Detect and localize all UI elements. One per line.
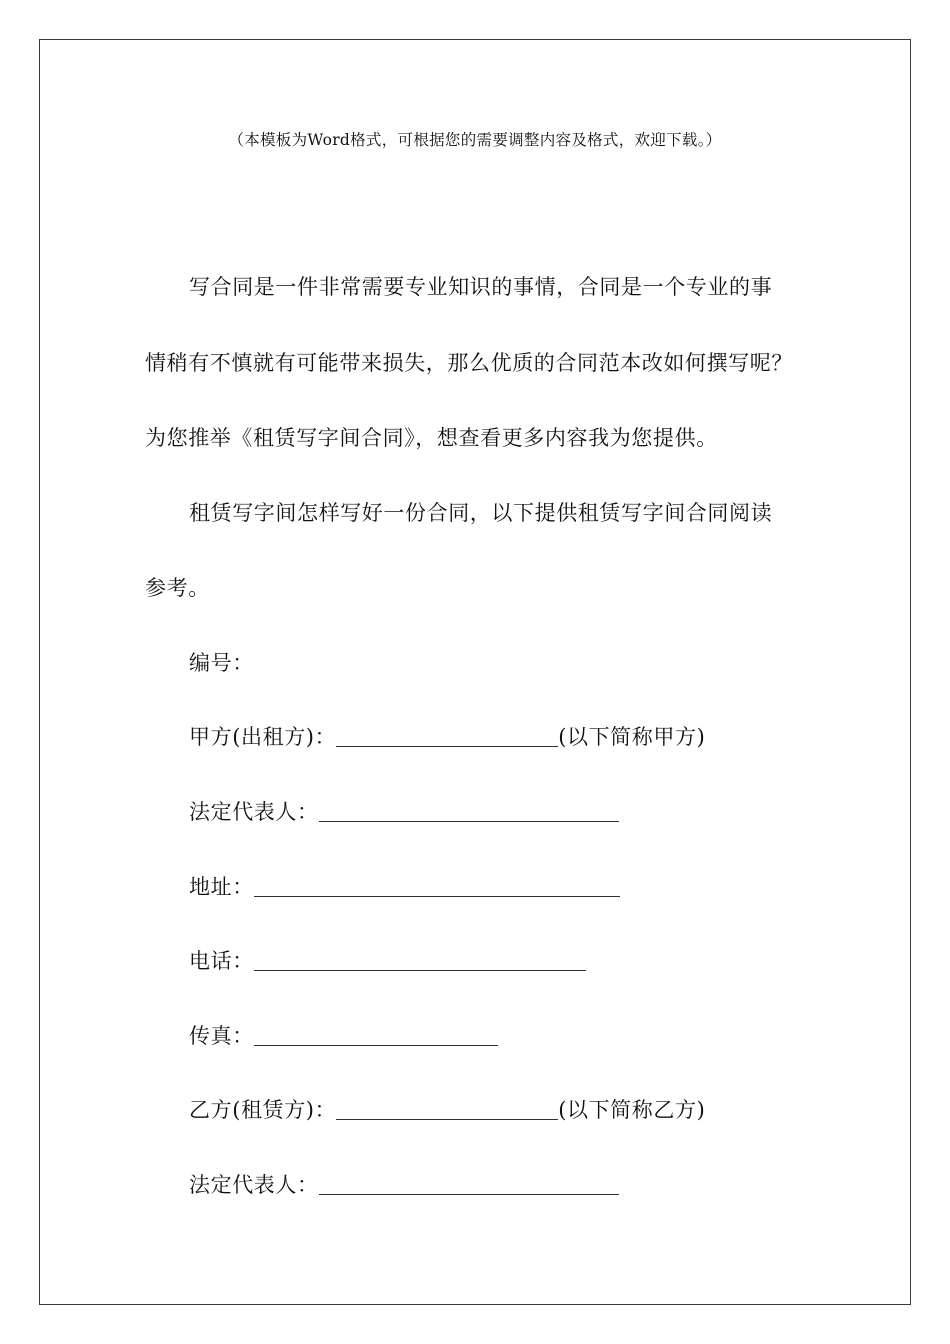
party-a-representative-row [189, 797, 619, 827]
party-b-representative-row [189, 1170, 619, 1200]
phone-label: 电话： [189, 949, 254, 973]
party-b-representative-label: 法定代表人： [189, 1173, 319, 1197]
party-b-row [189, 1095, 705, 1125]
party-a-row [189, 722, 705, 752]
phone-row [189, 946, 586, 976]
template-note: （本模板为Word格式，可根据您的需要调整内容及格式，欢迎下载。） [228, 131, 722, 149]
party-a-name-blank[interactable] [336, 724, 558, 747]
party-b-suffix: (以下简称乙方) [558, 1098, 706, 1122]
party-a-suffix: (以下简称甲方) [558, 725, 706, 749]
intro-paragraph-1-line-3: 为您推举《租赁写字间合同》，想查看更多内容我为您提供。 [145, 426, 718, 450]
fax-blank[interactable] [254, 1023, 498, 1046]
party-b-representative-blank[interactable] [319, 1172, 619, 1195]
contract-number-label: 编号： [189, 651, 254, 675]
fax-row [189, 1021, 498, 1051]
party-a-representative-blank[interactable] [319, 799, 619, 822]
contract-number-row [189, 648, 254, 678]
party-b-label: 乙方(租赁方)： [189, 1098, 337, 1122]
intro-paragraph-1-line-2: 情稍有不慎就有可能带来损失，那么优质的合同范本改如何撰写呢？ [145, 351, 793, 375]
address-blank[interactable] [254, 874, 620, 897]
party-a-representative-label: 法定代表人： [189, 800, 319, 824]
address-row [189, 872, 620, 902]
fax-label: 传真： [189, 1024, 254, 1048]
party-b-name-blank[interactable] [336, 1097, 558, 1120]
address-label: 地址： [189, 875, 254, 899]
party-a-label: 甲方(出租方)： [189, 725, 337, 749]
intro-paragraph-2-line-2: 参考。 [145, 576, 210, 600]
phone-blank[interactable] [254, 948, 586, 971]
intro-paragraph-1-line-1: 写合同是一件非常需要专业知识的事情，合同是一个专业的事 [189, 275, 773, 299]
intro-paragraph-2-line-1: 租赁写字间怎样写好一份合同，以下提供租赁写字间合同阅读 [189, 501, 773, 525]
